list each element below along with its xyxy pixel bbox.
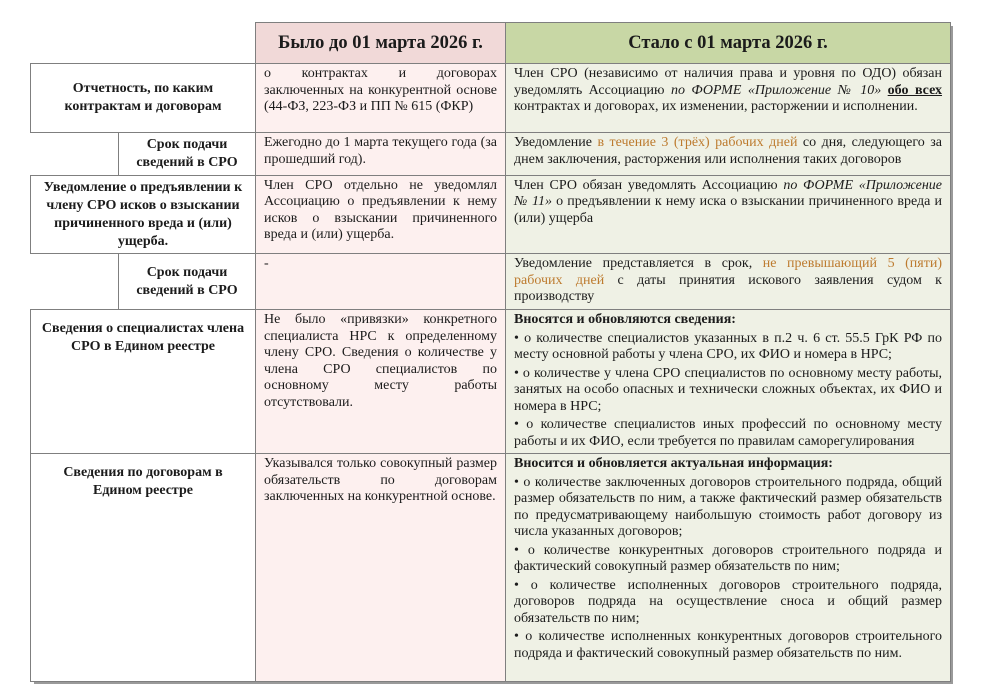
became-cell <box>506 309 951 453</box>
became-cell <box>506 254 951 310</box>
label-indent-spacer <box>31 133 119 176</box>
became-cell <box>506 133 951 176</box>
became-text: Уведомление представляется в срок, не превышающий 5 (пяти) рабочих дней с даты принятия искового заявления судом к производству <box>514 256 943 305</box>
was-text: Член СРО отдельно не уведомлял Ассоциацию о предъявлении к нему исков о взыскании причиненного вреда и (или) ущерба. <box>264 177 497 243</box>
became-text: Уведомление в течение 3 (трёх) рабочих дней со дня, следующего за днем заключения, расторжения или исполнения таких договоров <box>514 135 942 167</box>
became-bullet: • о количестве у члена СРО специалистов по основному месту работы, занятых на особо опасных и технически сложных объектах, их ФИО и номера в НРС; <box>514 365 942 414</box>
was-text: Не было «привязки» конкретного специалиста НРС к определенному члену СРО. Сведения о количестве у члена СРО специалистов по основному месту работы отсутствовали. <box>264 311 497 410</box>
row-claims-notification <box>31 175 951 254</box>
was-cell <box>256 64 506 133</box>
was-cell <box>256 309 506 453</box>
was-cell <box>256 254 506 310</box>
became-cell <box>506 175 951 254</box>
label-indent-spacer <box>31 254 119 310</box>
row-reporting-contracts <box>31 64 951 133</box>
became-bullet: • о количестве специалистов указанных в п.2 ч. 6 ст. 55.5 ГрК РФ по месту основной работы у члена СРО, их ФИО и номера в НРС; <box>514 330 942 363</box>
became-heading: Вносятся и обновляются сведения: <box>514 311 736 327</box>
row-specialists-registry <box>31 309 951 453</box>
row-deadline-2 <box>31 254 951 310</box>
became-text: Член СРО обязан уведомлять Ассоциацию по ФОРМЕ «Приложение № 11» о предъявлении к нему иска о взыскании причиненного вреда и (или) ущерба <box>514 177 942 226</box>
row-label: Сведения по договорам в Едином реестре <box>31 454 256 682</box>
became-bullet: • о количестве исполненных договоров строительного подряда, договоров подряда на осуществление сноса и общий размер обязательств по ним; <box>514 577 942 626</box>
became-heading: Вносится и обновляется актуальная информация: <box>514 456 833 472</box>
became-cell <box>506 454 951 682</box>
row-label: Сведения о специалистах члена СРО в Едином реестре <box>31 309 256 453</box>
became-bullet: • о количестве заключенных договоров строительного подряда, общий размер обязательств по ним, а также фактический размер обязательств по предусматривающему наибольшую стоимость работ договору из числа указанных договоров; <box>514 474 942 540</box>
row-label: Уведомление о предъявлении к члену СРО исков о взыскании причиненного вреда и (или) ущерба. <box>31 175 256 254</box>
column-header-was: Было до 01 марта 2026 г. <box>256 23 506 64</box>
comparison-table <box>30 22 951 682</box>
column-header-became: Стало с 01 марта 2026 г. <box>506 23 951 64</box>
row-deadline-1 <box>31 133 951 176</box>
became-text: Член СРО (независимо от наличия права и уровня по ОДО) обязан уведомлять Ассоциацию по ФОРМЕ «Приложение № 10» обо всех контрактах и договорах, их изменении, расторжении и исполнении. <box>514 66 943 115</box>
became-cell <box>506 64 951 133</box>
was-cell <box>256 133 506 176</box>
was-text: Ежегодно до 1 марта текущего года (за прошедший год). <box>264 135 497 167</box>
header-row <box>31 23 951 64</box>
row-sublabel: Срок подачи сведений в СРО <box>119 133 256 176</box>
row-sublabel: Срок подачи сведений в СРО <box>119 254 256 310</box>
was-cell <box>256 175 506 254</box>
was-text: - <box>264 256 269 272</box>
header-empty-cell <box>31 23 256 64</box>
became-bullet: • о количестве исполненных конкурентных договоров строительного подряда и фактический совокупный размер обязательств по ним. <box>514 629 942 661</box>
became-bullet: • о количестве специалистов иных профессий по основному месту работы и их ФИО, если требуется по правилам саморегулирования <box>514 417 942 449</box>
was-text: о контрактах и договорах заключенных на конкурентной основе (44-ФЗ, 223-ФЗ и ПП № 615 (ФКР) <box>264 66 497 115</box>
became-bullet: • о количестве конкурентных договоров строительного подряда и фактический совокупный размер обязательств по ним; <box>514 542 942 575</box>
row-agreements-registry <box>31 454 951 682</box>
was-text: Указывался только совокупный размер обязательств по договорам заключенных на конкурентной основе. <box>264 456 497 505</box>
row-label: Отчетность, по каким контрактам и договорам <box>31 64 256 133</box>
was-cell <box>256 454 506 682</box>
